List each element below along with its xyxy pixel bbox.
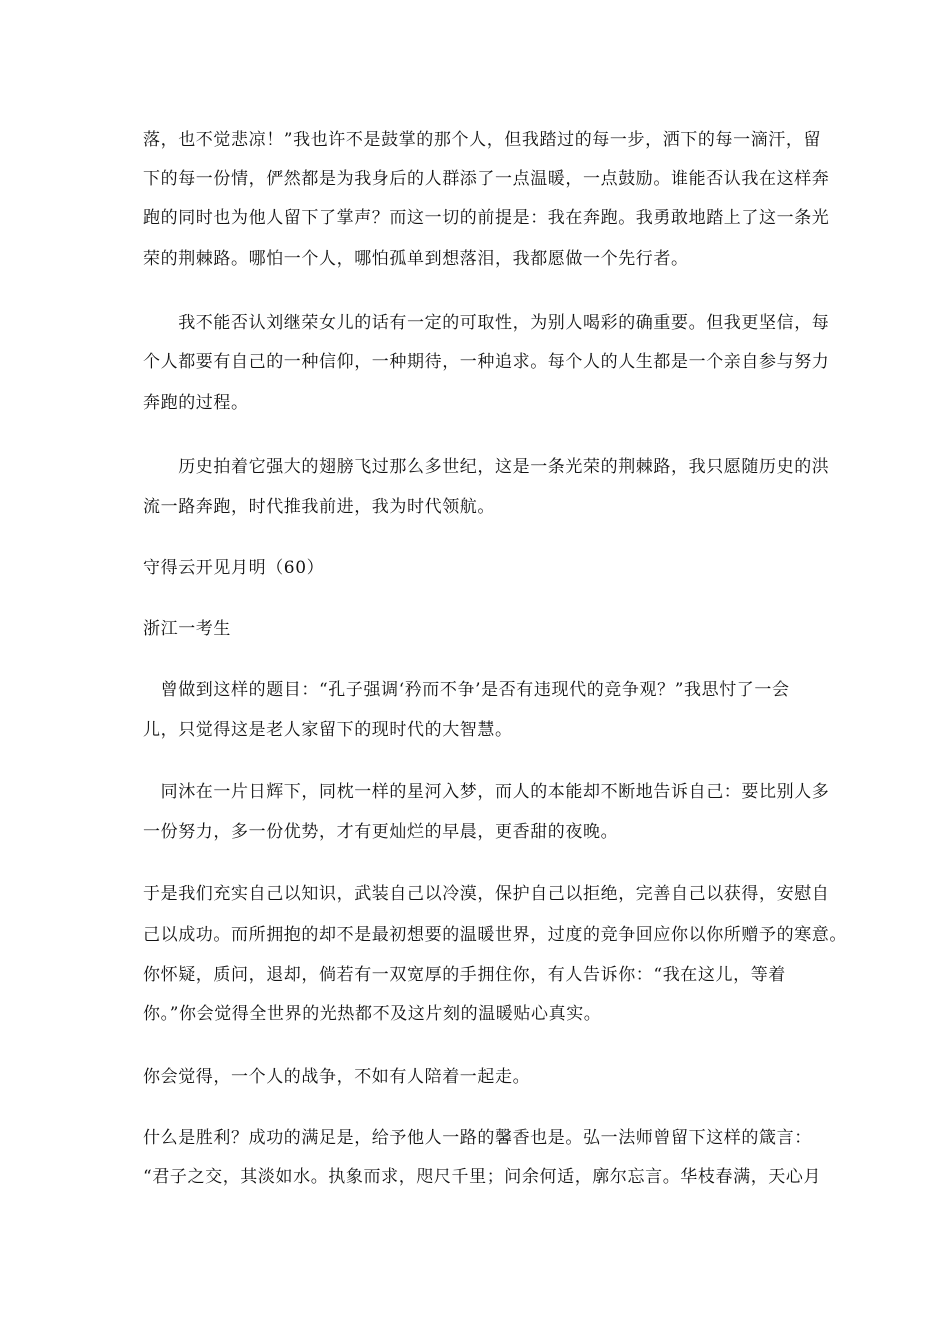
text-line: 奔跑的过程。 <box>143 393 249 413</box>
text-line: 己以成功。而所拥抱的却不是最初想要的温暖世界，过度的竞争回应你以你所赠予的寒意。 <box>143 925 847 945</box>
text-line: 同沐在一片日辉下，同枕一样的星河入梦，而人的本能却不断地告诉自己：要比别人多 <box>143 782 830 802</box>
text-line: 你。”你会觉得全世界的光热都不及这片刻的温暖贴心真实。 <box>143 1004 602 1024</box>
text-line: 儿，只觉得这是老人家留下的现时代的大智慧。 <box>143 720 513 740</box>
text-line: “君子之交，其淡如水。执象而求，咫尺千里；问余何适，廓尔忘言。华枝春满，天心月 <box>143 1167 822 1187</box>
text-line: 荣的荆棘路。哪怕一个人，哪怕孤单到想落泪，我都愿做一个先行者。 <box>143 249 689 269</box>
text-line: 曾做到这样的题目：“孔子强调‘矜而不争’是否有违现代的竞争观？”我思忖了一会 <box>143 680 790 700</box>
text-line: 下的每一份情，俨然都是为我身后的人群添了一点温暖，一点鼓励。谁能否认我在这样奔 <box>143 169 830 189</box>
text-line: 历史拍着它强大的翅膀飞过那么多世纪，这是一条光荣的荆棘路，我只愿随历史的洪 <box>143 457 830 477</box>
text-line: 你会觉得，一个人的战争，不如有人陪着一起走。 <box>143 1067 531 1087</box>
essay-title: 守得云开见月明（60） <box>143 558 325 578</box>
text-line: 于是我们充实自己以知识，武装自己以冷漠，保护自己以拒绝，完善自己以获得，安慰自 <box>143 884 830 904</box>
text-line: 你怀疑，质问，退却，倘若有一双宽厚的手拥住你，有人告诉你：“我在这儿，等着 <box>143 965 786 985</box>
text-line: 个人都要有自己的一种信仰，一种期待，一种追求。每个人的人生都是一个亲自参与努力 <box>143 352 830 372</box>
essay-author: 浙江一考生 <box>143 619 231 639</box>
text-line: 我不能否认刘继荣女儿的话有一定的可取性，为别人喝彩的确重要。但我更坚信，每 <box>143 313 830 333</box>
text-line: 什么是胜利？成功的满足是，给予他人一路的馨香也是。弘一法师曾留下这样的箴言： <box>143 1128 812 1148</box>
text-line: 落，也不觉悲凉！”我也许不是鼓掌的那个人，但我踏过的每一步，洒下的每一滴汗，留 <box>143 130 822 150</box>
text-line: 跑的同时也为他人留下了掌声？而这一切的前提是：我在奔跑。我勇敢地踏上了这一条光 <box>143 208 830 228</box>
text-line: 流一路奔跑，时代推我前进，我为时代领航。 <box>143 497 495 517</box>
text-line: 一份努力，多一份优势，才有更灿烂的早晨，更香甜的夜晚。 <box>143 822 619 842</box>
